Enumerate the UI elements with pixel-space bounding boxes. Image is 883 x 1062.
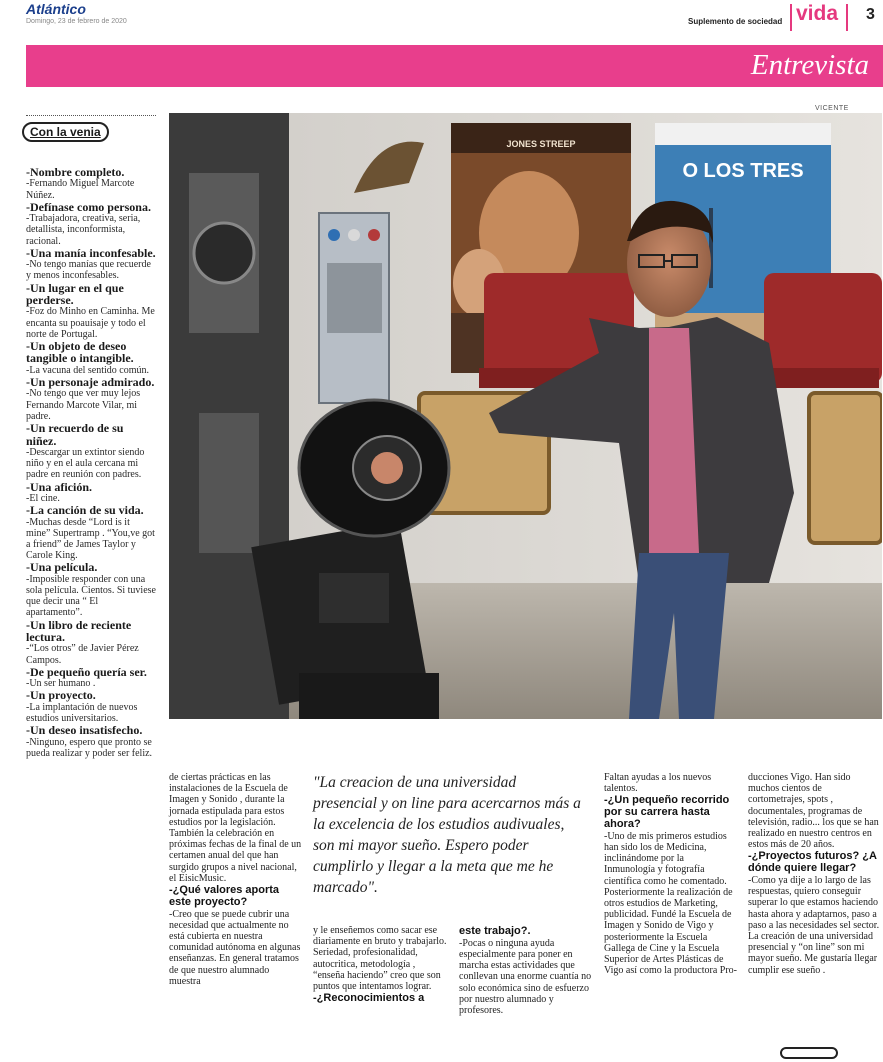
- interview-photo: [169, 113, 882, 719]
- sidebar-answer: -No tengo que ver muy lejos Fernando Marcote Vilar, mi padre.: [26, 388, 141, 422]
- interview-question: -¿Reconocimientos a: [313, 992, 425, 1005]
- sidebar-question: -Un libro de reciente lectura.: [26, 617, 132, 644]
- sidebar-question: -Defínase como persona.: [26, 199, 151, 214]
- sidebar-question: -Un personaje admirado.: [26, 375, 155, 390]
- article-column-2: [313, 925, 447, 1005]
- poster-left-text: JONES STREEP: [506, 139, 576, 149]
- article-paragraph: Faltan ayudas a los nuevos talentos.: [604, 772, 712, 795]
- sidebar-answer: -Foz do Minho en Caminha. Me encanta su poauisaje y todo el norte de Portugal.: [26, 306, 155, 340]
- sidebar-answer: -Descargar un extintor siendo niño y en el aula cercana mi padre en reunión con padres.: [26, 446, 145, 481]
- article-paragraph: y le enseñemos como sacar ese diariamente en bruto y trabajarlo. Seriedad, profesionalidad, autocritica, metodología , “enseña haciendo” creo que son puntos que intentamos lograr.: [313, 925, 447, 993]
- article-paragraph: -Creo que se puede cubrir una necesidad que actualmente no está cubierta en nuestra comunidad autónoma en algunas enseñanzas. En general tratamos de que nuestro alumnado muestra: [169, 908, 301, 987]
- newspaper-logo[interactable]: Atlántico: [26, 1, 86, 17]
- sidebar-question: -Una afición.: [26, 479, 92, 494]
- sidebar-question: -Una manía inconfesable.: [26, 245, 156, 260]
- sidebar-question: -Nombre completo.: [26, 165, 125, 179]
- poster-right-text: O LOS TRES: [682, 160, 804, 182]
- pull-quote: "La creacion de una universidad presencial y on line para acercarnos más a la excelencia de los estudios audivuales, son mi mayor sueño. Espero poder cumplirlo y llegar a la meta que me he marcado".: [313, 774, 581, 896]
- sidebar-question: -Un lugar en el que perderse.: [26, 280, 124, 308]
- article-paragraph: ducciones Vigo. Han sido muchos cientos de cortometrajes, spots , documentales, programas de televisión, radio... los que se han realizado en nuestro centros en estos más de 20 años.: [748, 772, 879, 851]
- article-paragraph: -Uno de mis primeros estudios han sido los de Medicina, inclinándome por la Inmunología y fotografía científica como he comentado. Posteriormente la realización de otros estudios de Marketing, publicidad. Fundé la Escuela de Imagen y Sonido de Vigo y posteriormente la Escuela Gallega de Cine y la Escuela Superior de Artes Plásticas de Vigo así como la productora Pro-: [604, 830, 737, 977]
- sidebar-question: -Un deseo insatisfecho.: [26, 723, 143, 738]
- page-number: 3: [866, 6, 875, 23]
- supplement-label: Suplemento de sociedad: [688, 17, 783, 26]
- sidebar-answer: -No tengo manías que recuerde y menos inconfesables.: [26, 259, 151, 282]
- sidebar-question: -La canción de su vida.: [26, 503, 144, 518]
- sidebar-answer: -Fernando Miguel Marcote Núñez.: [26, 178, 135, 201]
- sidebar-answer: -Imposible responder con una sola película. Cientos. Si tuviese que decir una “ El apartamento”.: [26, 573, 156, 619]
- sidebar-answer: -La vacuna del sentido común.: [26, 364, 150, 376]
- equipment-rack: [319, 213, 389, 403]
- interview-question: -¿Proyectos futuros? ¿A dónde quiere llegar?: [748, 850, 877, 875]
- masthead: [0, 0, 883, 40]
- interview-question: este trabajo?.: [459, 925, 531, 937]
- photo-credit: VICENTE: [815, 105, 849, 112]
- interview-question: -¿Un pequeño recorrido por su carrera hasta ahora?: [604, 794, 730, 830]
- article-column-3: [459, 925, 592, 1016]
- article-paragraph: de ciertas prácticas en las instalaciones de la Escuela de Imagen y Sonido , durante la jornada estipulada para estos estudios por la legislación. También la celebración en próximas fechas de la final de un certamen anual del que han surgido grupos a nivel nacional, el EisicMusic.: [169, 772, 302, 884]
- sidebar-question: -Una película.: [26, 560, 98, 575]
- end-of-article-marker: [780, 1047, 838, 1059]
- article-paragraph: -Como ya dije a lo largo de las respuestas, quiero conseguir superar lo que estamos haciendo hasta ahora y adaptarnos, paso a paso a las necesidades sel sector. La creación de una universidad presencial y “on line” son mi mayor sueño. Me gustaría llegar cumplir ese sueño .: [748, 875, 880, 976]
- sidebar-answer: -Ninguno, espero que pronto se pueda realizar y poder ser feliz.: [26, 736, 153, 759]
- issue-date: Domingo, 23 de febrero de 2020: [26, 18, 127, 25]
- article-column-1: [169, 772, 302, 987]
- sidebar-question: -Un recuerdo de su niñez.: [26, 421, 124, 448]
- banner-title: Entrevista: [750, 49, 869, 81]
- sidebar-question: -Un objeto de deseo tangible o intangible.: [26, 339, 134, 366]
- sidebar-answer: -Muchas desde “Lord is it mine” Supertramp . “You,ve got a friend” de James Taylor y Carole King.: [26, 516, 155, 562]
- interview-question: -¿Qué valores aporta este proyecto?: [169, 884, 280, 908]
- questionnaire-sidebar: [26, 166, 156, 759]
- sidebar-answer: -La implantación de nuevos estudios universitarios.: [26, 701, 138, 724]
- sidebar-answer: -Un ser humano .: [26, 678, 96, 690]
- section-name[interactable]: vida: [796, 2, 839, 25]
- sidebar-answer: -“Los otros” de Javier Pérez Campos.: [26, 643, 139, 666]
- sidebar-question: -Un proyecto.: [26, 688, 96, 703]
- article-column-5: [748, 772, 881, 976]
- sidebar-answer: -Trabajadora, creativa, seria, detallista, inconformista, racional.: [26, 213, 141, 247]
- sidebar-divider: [26, 115, 156, 116]
- section-banner: [26, 45, 883, 87]
- sidebar-question: -De pequeño quería ser.: [26, 664, 147, 679]
- article-column-4: [604, 772, 737, 976]
- sidebar-answer: -El cine.: [26, 492, 60, 504]
- photo-illustration: [169, 113, 882, 719]
- sidebar-tag: Con la venia: [22, 122, 109, 142]
- article-paragraph: -Pocas o ninguna ayuda especialmente para poner en marcha estas actividades que conllevan una enorme cuantía no solo económica sino de esfuerzo por nuestro alumnado y profesores.: [459, 937, 592, 1017]
